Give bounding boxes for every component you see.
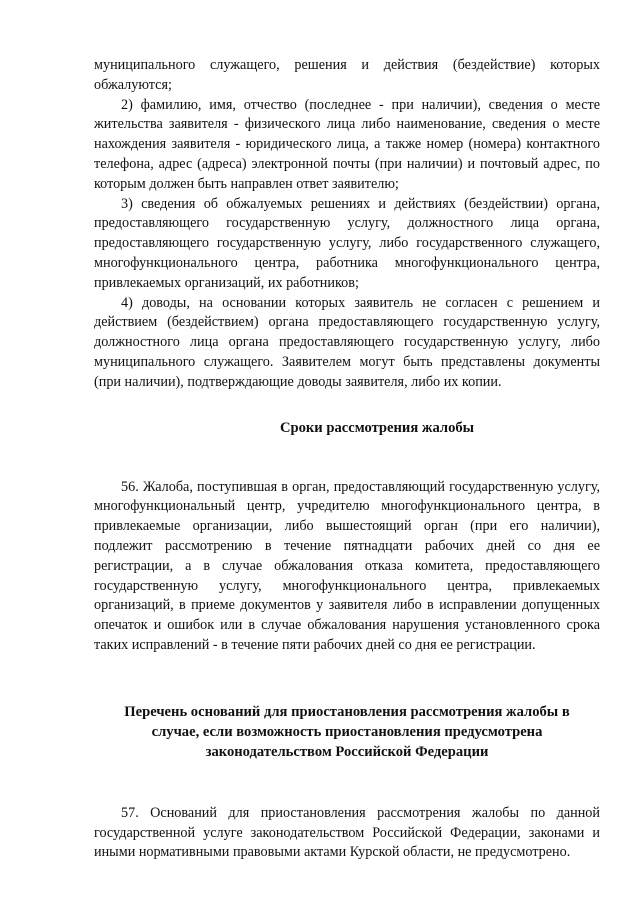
paragraph-56: 56. Жалоба, поступившая в орган, предоставляющий государственную услугу, многофункциональный центр, учредителю многофункционального центра, в привлекаемые организации, либо вышестоящий орган (при его наличии), подлежит рассмотрению в течение пятнадцати рабочих дней со дня ее регистрации, а в случае обжалования отказа комитета, предоставляющего государственную услугу, многофункционального центра, привлекаемых организаций, в приеме документов у заявителя либо в исправлении допущенных опечаток и ошибок или в случае обжалования нарушения установленного срока таких исправлений - в течение пяти рабочих дней со дня ее регистрации. [94,478,600,653]
heading-line-1: Перечень оснований для приостановления рассмотрения жалобы в [124,703,570,720]
paragraph-item-2: 2) фамилию, имя, отчество (последнее - при наличии), сведения о месте жительства заявителя - физического лица либо наименование, сведения о месте нахождения заявителя - юридического лица, а также номер (номера) контактного телефона, адрес (адреса) электронной почты (при наличии) и почтовый адрес, по которым должен быть направлен ответ заявителю; [94,96,600,192]
paragraph-57: 57. Оснований для приостановления рассмотрения жалобы по данной государственной услуге законодательством Российской Федерации, законами и иными нормативными правовыми актами Курской области, не предусмотрено. [94,804,600,861]
section-heading-suspension [94,702,600,762]
heading-line-3: законодательством Российской Федерации [205,743,489,760]
section-heading-terms: Сроки рассмотрения жалобы [279,419,475,436]
document-body [94,56,600,863]
heading-line-2: случае, если возможность приостановления предусмотрена [151,723,543,740]
paragraph-continuation: муниципального служащего, решения и действия (бездействие) которых обжалуются; [94,57,600,93]
paragraph-item-4: 4) доводы, на основании которых заявитель не согласен с решением и действием (бездействием) органа предоставляющего государственную услугу, должностного лица органа предоставляющего государственную услугу, либо муниципального служащего. Заявителем могут быть представлены документы (при наличии), подтверждающие доводы заявителя, либо их копии. [94,294,600,390]
paragraph-item-3: 3) сведения об обжалуемых решениях и действиях (бездействии) органа, предоставляющего государственную услугу, должностного лица органа, предоставляющего государственную услугу, либо государственного служащего, многофункционального центра, работника многофункционального центра, привлекаемых организаций, их работников; [94,195,600,291]
